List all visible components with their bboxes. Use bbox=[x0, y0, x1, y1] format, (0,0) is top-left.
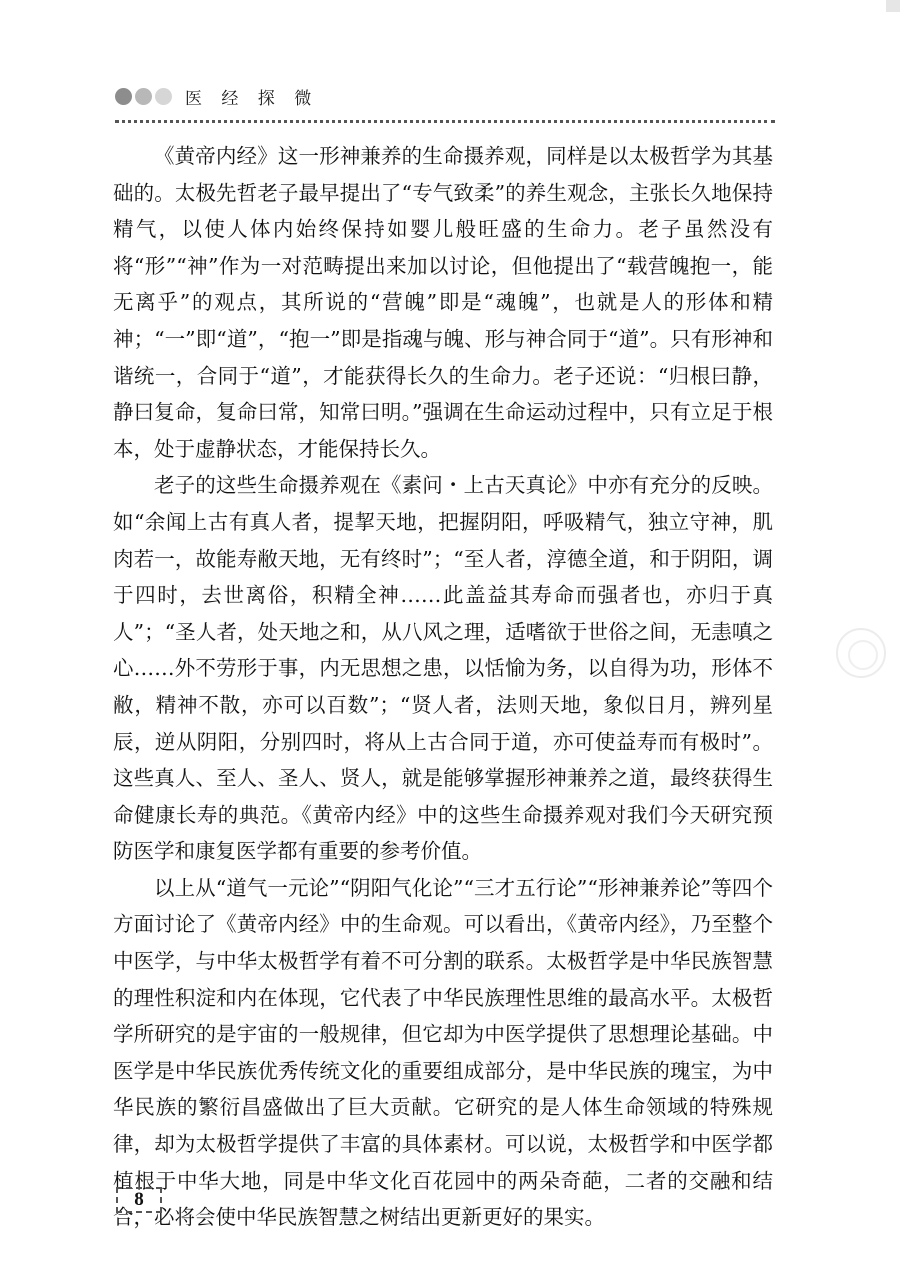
header-title: 医 经 探 微 bbox=[185, 88, 319, 109]
header-dot-medium-icon bbox=[135, 88, 152, 105]
paragraph-1: 《黄帝内经》这一形神兼养的生命摄养观，同样是以太极哲学为其基础的。太极先哲老子最早提出了“专气致柔”的养生观念，主张长久地保持精气，以使人体内始终保持如婴儿般旺盛的生命力。老子虽然没有将“形”“神”作为一对范畴提出来加以讨论，但他提出了“载营魄抱一，能无离乎”的观点，其所说的“营魄”即是“魂魄”，也就是人的形体和精神；“一”即“道”，“抱一”即是指魂与魄、形与神合同于“道”。只有形神和谐统一，合同于“道”，才能获得长久的生命力。老子还说：“归根曰静，静曰复命，复命曰常，知常曰明。”强调在生命运动过程中，只有立足于根本，处于虚静状态，才能保持长久。 bbox=[113, 144, 773, 461]
page-corner-edge bbox=[886, 0, 900, 12]
page-number: 8 bbox=[116, 1187, 162, 1213]
side-watermark-icon bbox=[836, 628, 886, 678]
header-dot-dark-icon bbox=[115, 88, 132, 105]
paragraph-3: 以上从“道气一元论”“阴阳气化论”“三才五行论”“形神兼养论”等四个方面讨论了《黄帝内经》中的生命观。可以看出，《黄帝内经》，乃至整个中医学，与中华太极哲学有着不可分割的联系。太极哲学是中华民族智慧的理性积淀和内在体现，它代表了中华民族理性思维的最高水平。太极哲学所研究的是宇宙的一般规律，但它却为中医学提供了思想理论基础。中医学是中华民族优秀传统文化的重要组成部分，是中华民族的瑰宝，为中华民族的繁衍昌盛做出了巨大贡献。它研究的是人体生命领域的特殊规律，却为太极哲学提供了丰富的具体素材。可以说，太极哲学和中医学都植根于中华大地，同是中华文化百花园中的两朵奇葩，二者的交融和结合，必将会使中华民族智慧之树结出更新更好的果实。 bbox=[113, 875, 773, 1230]
running-header bbox=[115, 80, 318, 112]
paragraph-2: 老子的这些生命摄养观在《素问・上古天真论》中亦有充分的反映。如“余闻上古有真人者，提挈天地，把握阴阳，呼吸精气，独立守神，肌肉若一，故能寿敝天地，无有终时”；“至人者，淳德全道，和于阴阳，调于四时，去世离俗，积精全神……此盖益其寿命而强者也，亦归于真人”；“圣人者，处天地之和，从八风之理，适嗜欲于世俗之间，无恚嗔之心……外不劳形于事，内无思想之患，以恬愉为务，以自得为功，形体不敝，精神不散，亦可以百数”；“贤人者，法则天地，象似日月，辨列星辰，逆从阴阳，分别四时，将从上古合同于道，亦可使益寿而有极时”。这些真人、至人、圣人、贤人，就是能够掌握形神兼养之道，最终获得生命健康长寿的典范。《黄帝内经》中的这些生命摄养观对我们今天研究预防医学和康复医学都有重要的参考价值。 bbox=[113, 473, 773, 864]
header-dot-light-icon bbox=[155, 88, 172, 105]
header-dotted-rule bbox=[115, 120, 775, 123]
body-text bbox=[113, 138, 773, 1236]
